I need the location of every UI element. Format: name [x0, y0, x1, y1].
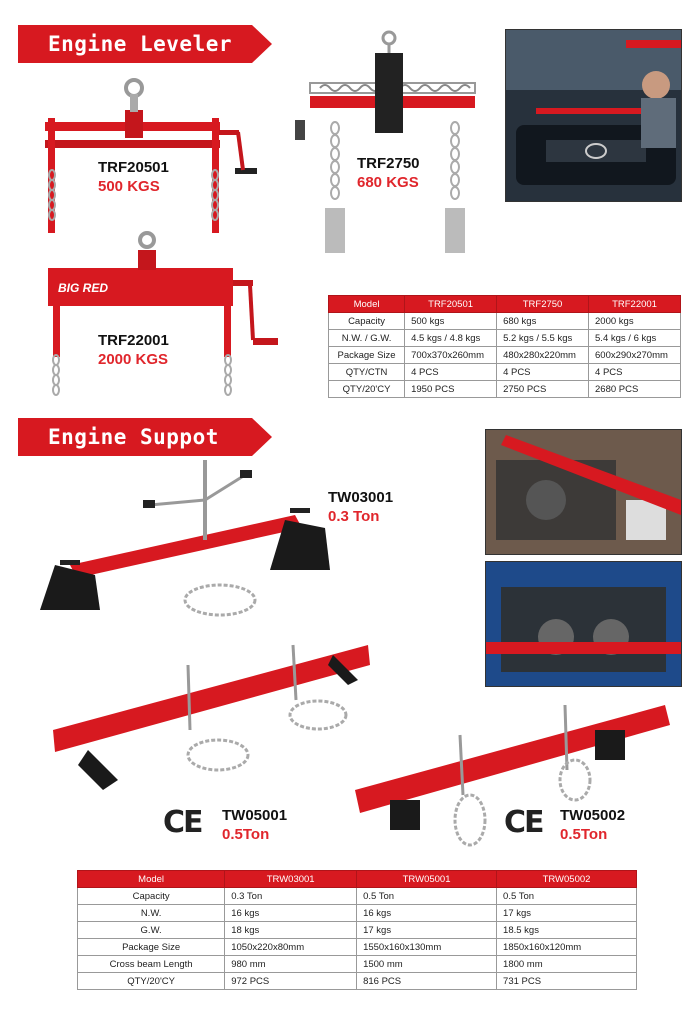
- cell: 4 PCS: [589, 364, 681, 381]
- model-code: TW05001: [222, 807, 288, 824]
- cell: 2750 PCS: [497, 381, 589, 398]
- header-cell: TRW05001: [357, 871, 497, 888]
- cell: 1050x220x80mm: [225, 939, 357, 956]
- model-capacity: 0.5Ton: [560, 826, 608, 843]
- cell: 0.5 Ton: [497, 888, 637, 905]
- table-row: [78, 888, 637, 905]
- cell: 16 kgs: [357, 905, 497, 922]
- cell: 680 kgs: [497, 313, 589, 330]
- cell: 17 kgs: [497, 905, 637, 922]
- header-cell: Model: [78, 871, 225, 888]
- cell: 816 PCS: [357, 973, 497, 990]
- cell: 17 kgs: [357, 922, 497, 939]
- cell: QTY/CTN: [329, 364, 405, 381]
- cell: 1950 PCS: [405, 381, 497, 398]
- cell: Capacity: [78, 888, 225, 905]
- ce-mark-icon: CE: [163, 805, 202, 840]
- cell: 480x280x220mm: [497, 347, 589, 364]
- cell: 5.2 kgs / 5.5 kgs: [497, 330, 589, 347]
- engine-leveler-banner: [18, 25, 252, 63]
- cell: 500 kgs: [405, 313, 497, 330]
- section-title: Engine Leveler: [48, 32, 233, 56]
- table-row: [78, 939, 637, 956]
- cell: 1800 mm: [497, 956, 637, 973]
- model-code: TRF22001: [98, 332, 169, 349]
- cell: 731 PCS: [497, 973, 637, 990]
- cell: 16 kgs: [225, 905, 357, 922]
- table-row: [78, 922, 637, 939]
- cell: 700x370x260mm: [405, 347, 497, 364]
- model-label-trf2750: [357, 154, 420, 192]
- cell: 18.5 kgs: [497, 922, 637, 939]
- model-label-tw05002: [560, 806, 625, 844]
- header-cell: Model: [329, 296, 405, 313]
- tw03001-support-image: [40, 460, 350, 660]
- cell: QTY/20'CY: [329, 381, 405, 398]
- table-row: [329, 313, 681, 330]
- cell: 4 PCS: [497, 364, 589, 381]
- table-header-row: [329, 296, 681, 313]
- table-header-row: [78, 871, 637, 888]
- table-row: [78, 973, 637, 990]
- cell: 1850x160x120mm: [497, 939, 637, 956]
- cell: 600x290x270mm: [589, 347, 681, 364]
- cell: Capacity: [329, 313, 405, 330]
- model-capacity: 500 KGS: [98, 178, 160, 195]
- model-capacity: 680 KGS: [357, 174, 419, 191]
- leveler-spec-table: [328, 295, 681, 398]
- model-label-tw03001: [328, 488, 393, 526]
- model-label-trf20501: [98, 158, 169, 196]
- support-in-use-photo-1: [485, 429, 682, 555]
- header-cell: TRW03001: [225, 871, 357, 888]
- table-row: [329, 364, 681, 381]
- cell: 4.5 kgs / 4.8 kgs: [405, 330, 497, 347]
- model-capacity: 0.5Ton: [222, 826, 270, 843]
- cell: 5.4 kgs / 6 kgs: [589, 330, 681, 347]
- engine-support-banner: [18, 418, 252, 456]
- model-code: TW03001: [328, 489, 394, 506]
- cell: N.W.: [78, 905, 225, 922]
- cell: 1550x160x130mm: [357, 939, 497, 956]
- table-row: [329, 347, 681, 364]
- cell: 972 PCS: [225, 973, 357, 990]
- model-label-trf22001: [98, 331, 169, 369]
- trf2750-leveler-image: [290, 28, 500, 268]
- table-row: [78, 956, 637, 973]
- model-code: TRF20501: [98, 159, 169, 176]
- model-capacity: 2000 KGS: [98, 351, 169, 368]
- brand-logo: BIG RED: [58, 281, 109, 295]
- cell: 2000 kgs: [589, 313, 681, 330]
- cell: QTY/20'CY: [78, 973, 225, 990]
- table-row: [78, 905, 637, 922]
- model-label-tw05001: [222, 806, 287, 844]
- trf22001-leveler-image: [38, 230, 288, 405]
- leveler-in-use-photo: [505, 29, 682, 202]
- support-spec-table: [77, 870, 637, 990]
- cell: 0.5 Ton: [357, 888, 497, 905]
- table-row: [329, 381, 681, 398]
- cell: 1500 mm: [357, 956, 497, 973]
- cell: 18 kgs: [225, 922, 357, 939]
- cell: 4 PCS: [405, 364, 497, 381]
- ce-mark-icon: CE: [504, 805, 543, 840]
- cell: 2680 PCS: [589, 381, 681, 398]
- cell: N.W. / G.W.: [329, 330, 405, 347]
- cell: 980 mm: [225, 956, 357, 973]
- cell: 0.3 Ton: [225, 888, 357, 905]
- header-cell: TRF2750: [497, 296, 589, 313]
- section-title: Engine Suppot: [48, 425, 219, 449]
- header-cell: TRF20501: [405, 296, 497, 313]
- model-capacity: 0.3 Ton: [328, 508, 380, 525]
- cell: Package Size: [329, 347, 405, 364]
- model-code: TW05002: [560, 807, 626, 824]
- header-cell: TRW05002: [497, 871, 637, 888]
- model-code: TRF2750: [357, 155, 420, 172]
- cell: Package Size: [78, 939, 225, 956]
- cell: G.W.: [78, 922, 225, 939]
- tw05001-support-image: [48, 640, 373, 790]
- header-cell: TRF22001: [589, 296, 681, 313]
- support-in-use-photo-2: [485, 561, 682, 687]
- table-row: [329, 330, 681, 347]
- cell: Cross beam Length: [78, 956, 225, 973]
